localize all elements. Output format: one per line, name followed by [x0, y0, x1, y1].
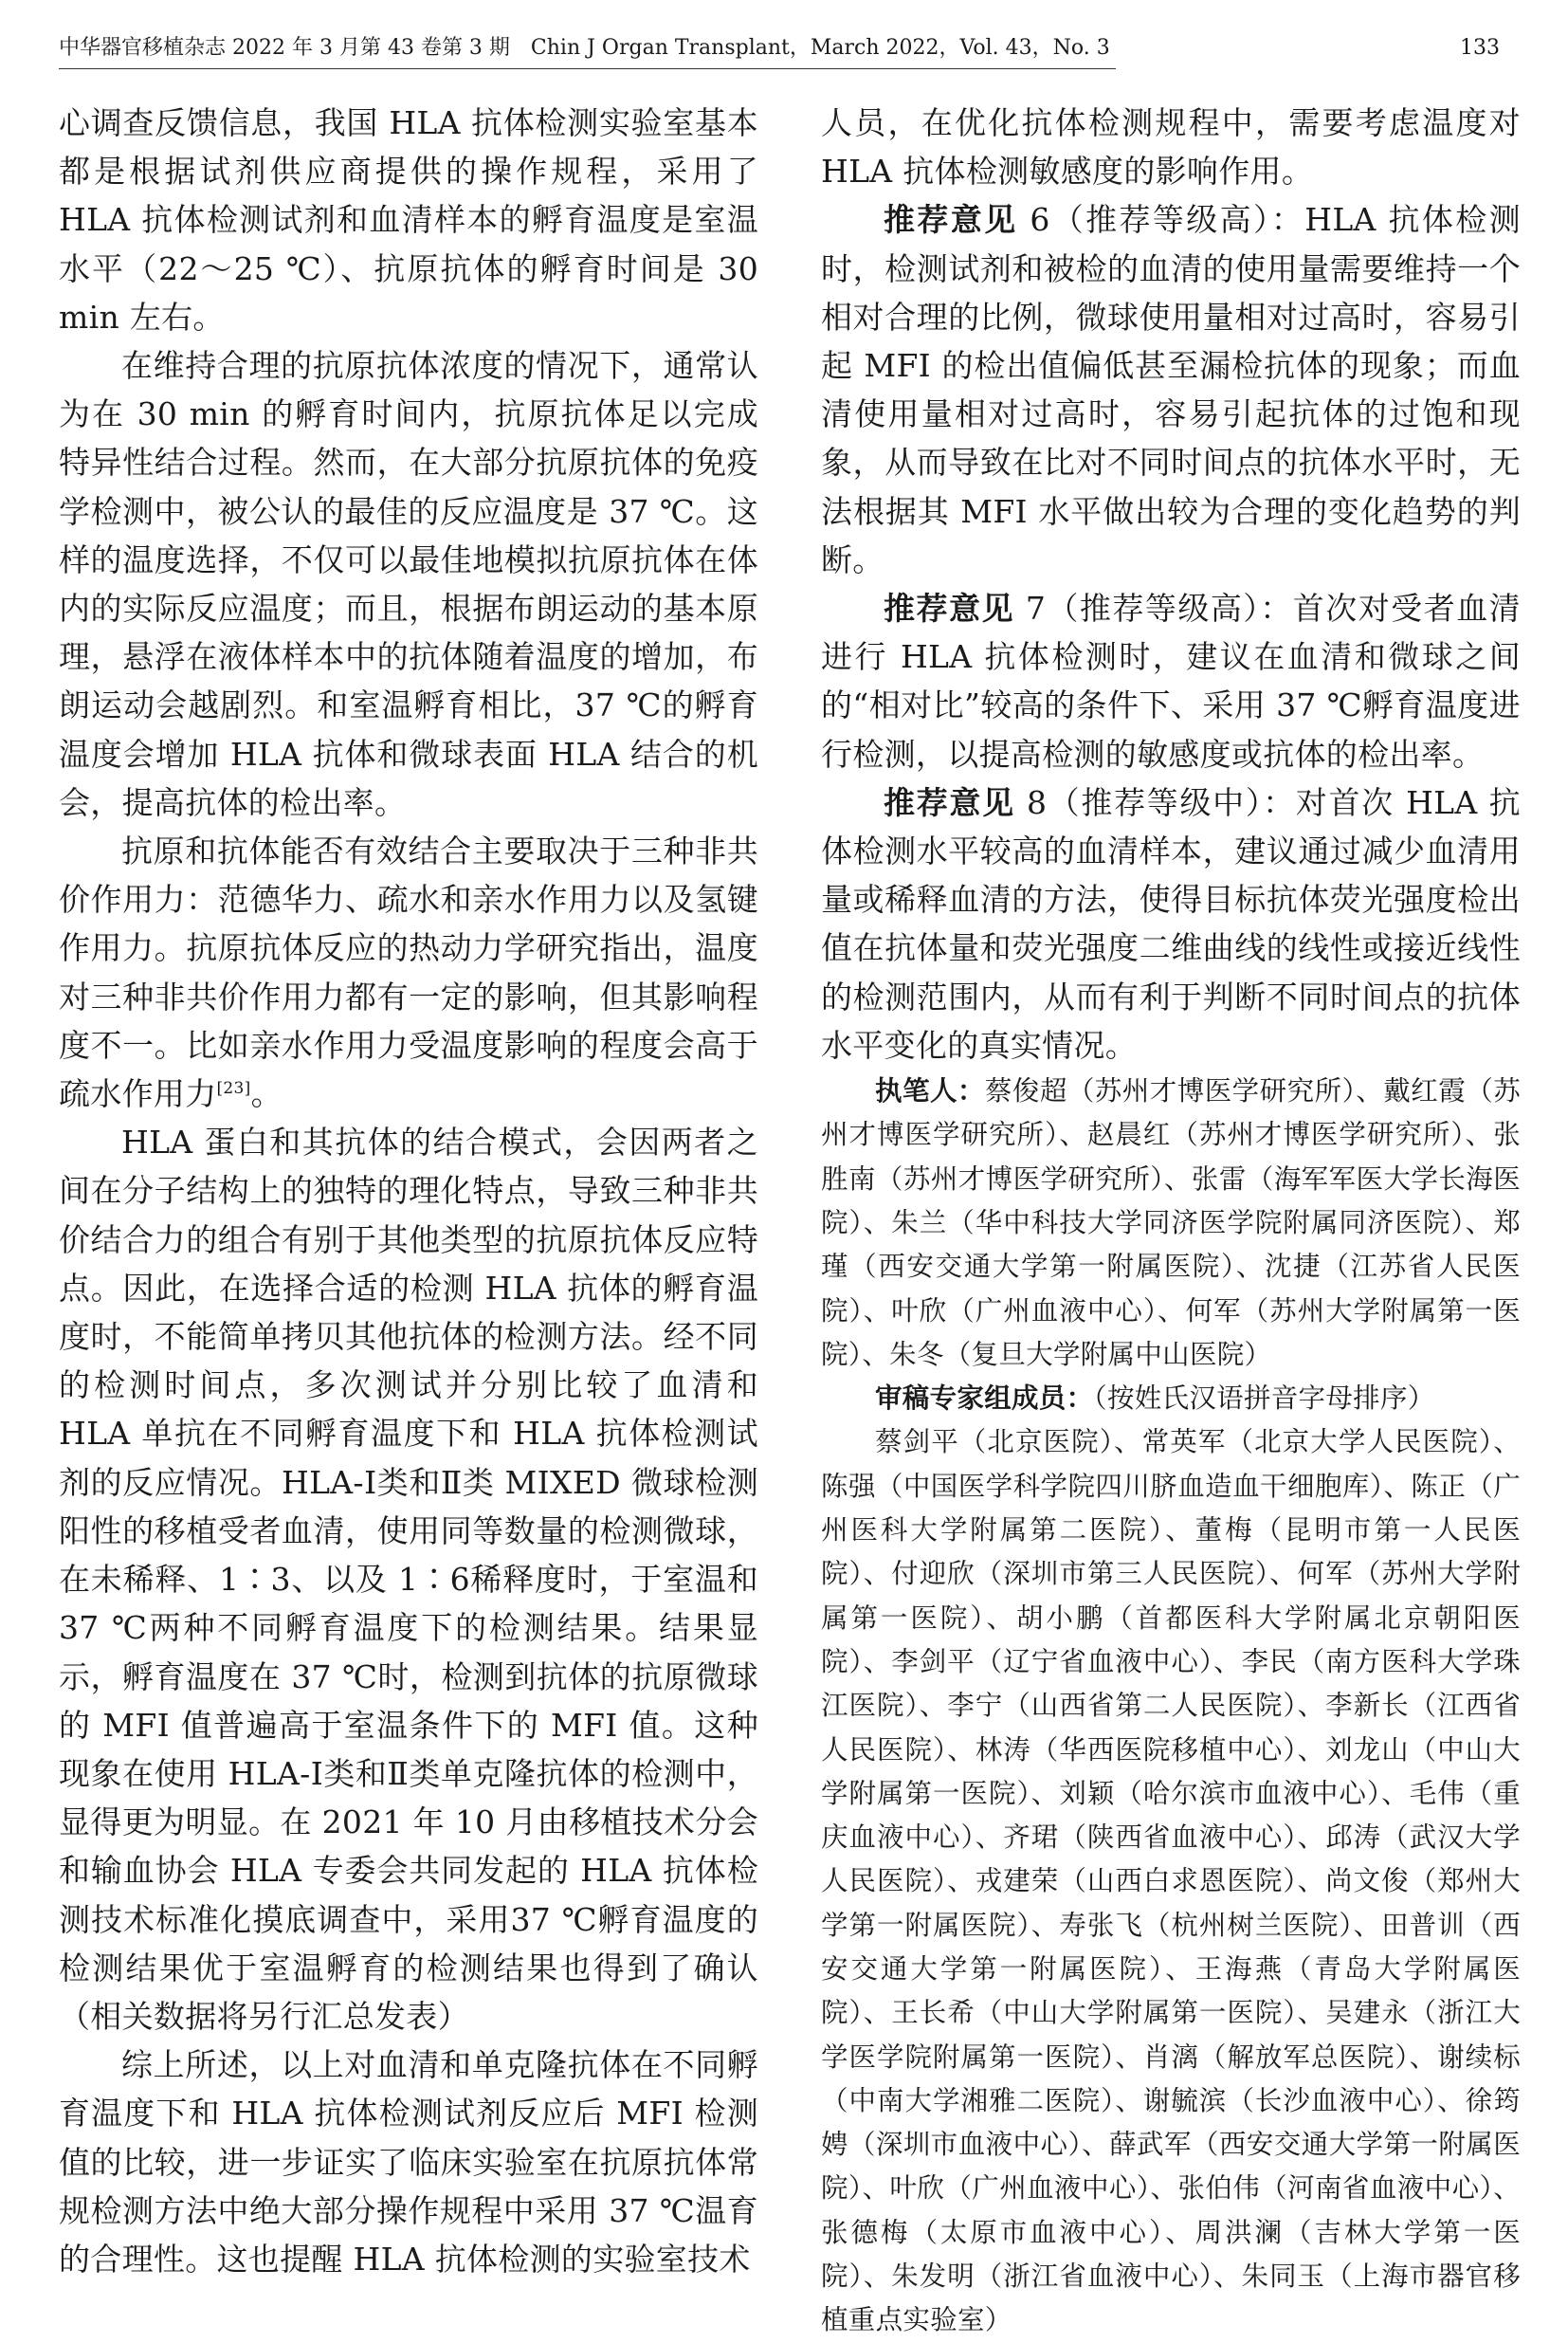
recommendation-8: [821, 778, 1521, 1070]
paragraph: 心调查反馈信息，我国 HLA 抗体检测实验室基本都是根据试剂供应商提供的操作规程，采用了 HLA 抗体检测试剂和血清样本的孵育温度是室温水平（22～25 ℃）、抗原抗体的孵育时间是 30 min 左右。: [59, 104, 758, 336]
right-column: [821, 99, 1521, 2343]
citation-ref: [23]: [216, 1079, 251, 1099]
paragraph-tail: 。: [250, 1075, 283, 1113]
paragraph: 人员，在优化抗体检测规程中，需要考虑温度对 HLA 抗体检测敏感度的影响作用。: [821, 104, 1521, 191]
recommendation-text: 首次对受者血清进行 HLA 抗体检测时，建议在血清和微球之间的“相对比”较高的条件下、采用 37 ℃孵育温度进行检测，以提高检测的敏感度或抗体的检出率。: [821, 590, 1521, 773]
authors-list: 蔡俊超（苏州才博医学研究所）、戴红霞（苏州才博医学研究所）、赵晨红（苏州才博医学研究所）、张胜南（苏州才博医学研究所）、张雷（海军军医大学长海医院）、朱兰（华中科技大学同济医学院附属同济医院）、郑瑾（西安交通大学第一附属医院）、沈捷（江苏省人民医院）、叶欣（广州血液中心）、何军（苏州大学附属第一医院）、朱冬（复旦大学附属中山医院）: [821, 1075, 1521, 1370]
recommendation-grade: 6（推荐等级高）：: [1017, 201, 1305, 239]
reviewers-list: 蔡剑平（北京医院）、常英军（北京大学人民医院）、陈强（中国医学科学院四川脐血造血干细胞库）、陈正（广州医科大学附属第二医院）、董梅（昆明市第一人民医院）、付迎欣（深圳市第三人民医院）、何军（苏州大学附属第一医院）、胡小鹏（首都医科大学附属北京朝阳医院）、李剑平（辽宁省血液中心）、李民（南方医科大学珠江医院）、李宁（山西省第二人民医院）、李新长（江西省人民医院）、林涛（华西医院移植中心）、刘龙山（中山大学附属第一医院）、刘颖（哈尔滨市血液中心）、毛伟（重庆血液中心）、齐珺（陕西省血液中心）、邱涛（武汉大学人民医院）、戎建荣（山西白求恩医院）、尚文俊（郑州大学第一附属医院）、寿张飞（杭州树兰医院）、田普训（西安交通大学第一附属医院）、王海燕（青岛大学附属医院）、王长希（中山大学附属第一医院）、吴建永（浙江大学医学院附属第一医院）、肖漓（解放军总医院）、谢续标（中南大学湘雅二医院）、谢毓滨（长沙血液中心）、徐筠娉（深圳市血液中心）、薛武军（西安交通大学第一附属医院）、叶欣（广州血液中心）、张伯伟（河南省血液中心）、张德梅（太原市血液中心）、周洪澜（吉林大学第一医院）、朱发明（浙江省血液中心）、朱同玉（上海市器官移植重点实验室）: [821, 1426, 1521, 2336]
paragraph: HLA 蛋白和其抗体的结合模式，会因两者之间在分子结构上的独特的理化特点，导致三种非共价结合力的组合有别于其他类型的抗原抗体反应特点。因此，在选择合适的检测 HLA 抗体的孵育温度时，不能简单拷贝其他抗体的检测方法。经不同的检测时间点，多次测试并分别比较了血清和 HLA 单抗在不同孵育温度下和 HLA 抗体检测试剂的反应情况。HLA-Ⅰ类和Ⅱ类 MIXED 微球检测阳性的移植受者血清，使用同等数量的检测微球，在未稀释、1∶3、以及 1∶6稀释度时，于室温和 37 ℃两种不同孵育温度下的检测结果。结果显示，孵育温度在 37 ℃时，检测到抗体的抗原微球的 MFI 值普遍高于室温条件下的 MFI 值。这种现象在使用 HLA-Ⅰ类和Ⅱ类单克隆抗体的检测中，显得更为明显。在 2021 年 10 月由移植技术分会和输血协会 HLA 专委会共同发起的 HLA 抗体检测技术标准化摸底调查中，采用37 ℃孵育温度的检测结果优于室温孵育的检测结果也得到了确认（相关数据将另行汇总发表）: [59, 1124, 759, 2035]
reviewers-heading: [821, 1377, 1521, 1420]
left-column: [59, 99, 758, 2283]
recommendation-6: [821, 195, 1521, 584]
recommendation-label: 推荐意见: [884, 201, 1018, 239]
recommendation-text: 对首次 HLA 抗体检测水平较高的血清样本，建议通过减少血清用量或稀释血清的方法，使得目标抗体荧光强度检出值在抗体量和荧光强度二维曲线的线性或接近线性的检测范围内，从而有利于判断不同时间点的抗体水平变化的真实情况。: [821, 783, 1521, 1064]
recommendation-7: [821, 584, 1521, 778]
reviewers-note: （按姓氏汉语拼音字母排序）: [1093, 1382, 1435, 1415]
paragraph: [59, 827, 758, 1118]
recommendation-label: 推荐意见: [884, 783, 1015, 821]
reviewers-label: 审稿专家组成员：: [875, 1382, 1094, 1415]
paragraph: 综上所述，以上对血清和单克隆抗体在不同孵育温度下和 HLA 抗体检测试剂反应后 MFI 检测值的比较，进一步证实了临床实验室在抗原抗体常规检测方法中绝大部分操作规程中采用 37 ℃温育的合理性。这也提醒 HLA 抗体检测的实验室技术: [59, 2046, 758, 2278]
authors-label: 执笔人：: [875, 1075, 985, 1107]
recommendation-text: HLA 抗体检测时，检测试剂和被检的血清的使用量需要维持一个相对合理的比例，微球使用量相对过高时，容易引起 MFI 的检出值偏低甚至漏检抗体的现象；而血清使用量相对过高时，容易引起抗体的过饱和现象，从而导致在比对不同时间点的抗体水平时，无法根据其 MFI 水平做出较为合理的变化趋势的判断。: [821, 201, 1521, 578]
authors-block: [821, 1070, 1521, 1377]
running-header: 中华器官移植杂志 2022 年 3 月第 43 卷第 3 期 Chin J Organ Transplant，March 2022，Vol. 43，No. 3: [59, 34, 1116, 69]
page-number: 133: [1460, 36, 1500, 60]
recommendation-label: 推荐意见: [884, 590, 1014, 628]
paragraph-text: 抗原和抗体能否有效结合主要取决于三种非共价作用力：范德华力、疏水和亲水作用力以及氢键作用力。抗原抗体反应的热动力学研究指出，温度对三种非共价作用力都有一定的影响，但其影响程度不一。比如亲水作用力受温度影响的程度会高于疏水作用力: [59, 833, 758, 1113]
recommendation-grade: 8（推荐等级中）：: [1014, 783, 1296, 821]
paragraph: 在维持合理的抗原抗体浓度的情况下，通常认为在 30 min 的孵育时间内，抗原抗体足以完成特异性结合过程。然而，在大部分抗原抗体的免疫学检测中，被公认的最佳的反应温度是 37 ℃。这样的温度选择，不仅可以最佳地模拟抗原抗体在体内的实际反应温度；而且，根据布朗运动的基本原理，悬浮在液体样本中的抗体随着温度的增加，布朗运动会越剧烈。和室温孵育相比，37 ℃的孵育温度会增加 HLA 抗体和微球表面 HLA 结合的机会，提高抗体的检出率。: [59, 347, 758, 821]
recommendation-grade: 7（推荐等级高）：: [1013, 590, 1293, 628]
